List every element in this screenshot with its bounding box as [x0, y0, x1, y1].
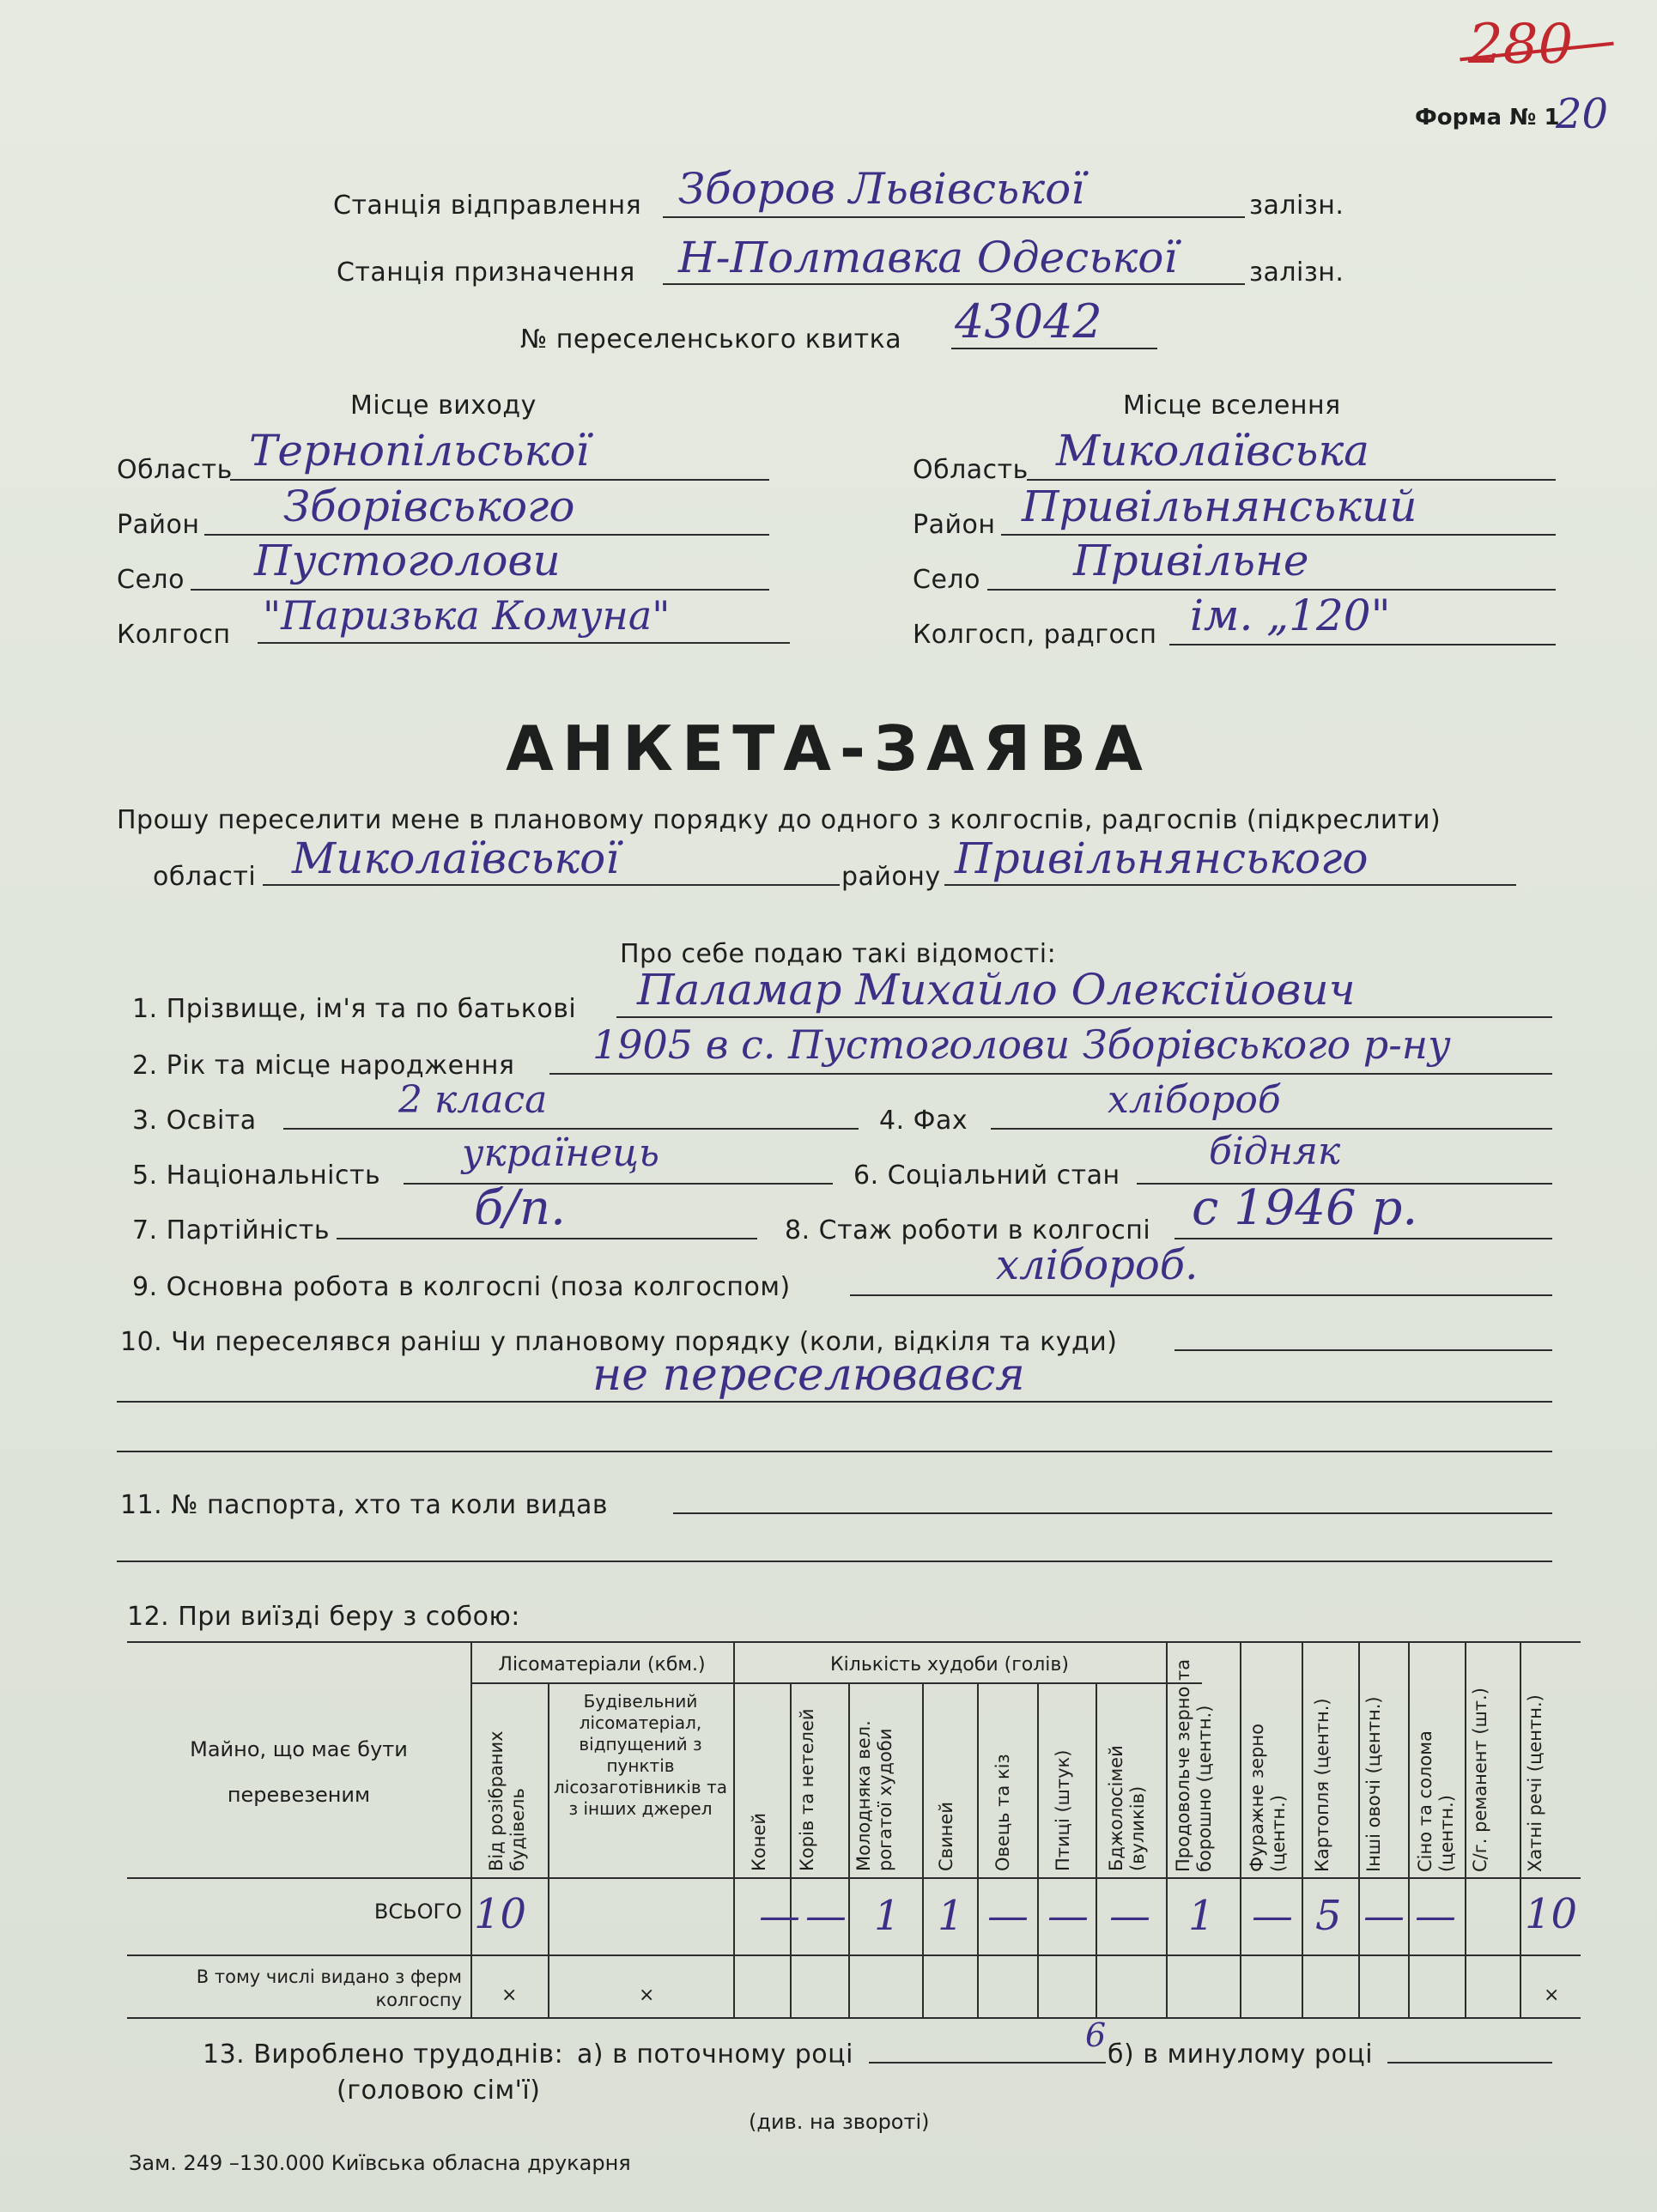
field-3-value: 2 класа [398, 1078, 548, 1122]
col-young-cattle: Молодняка вел. рогатої худоби [853, 1720, 896, 1871]
destination-kolhosp-line [1169, 644, 1556, 645]
origin-selo-line [191, 589, 769, 591]
table-top [127, 1641, 1581, 1643]
destination-heading: Місце вселення [1123, 391, 1341, 421]
field-3-label: 3. Освіта [132, 1106, 257, 1136]
field-7-value: б/п. [474, 1180, 566, 1236]
col-horses: Коней [749, 1812, 769, 1871]
field-12-label: 12. При виїзді беру з собою: [127, 1602, 520, 1632]
farm-timber-dismantled-cross: × [501, 1985, 518, 2006]
request-oblast-label: області [153, 862, 257, 892]
farm-row-label: В тому числі видано з ферм колгоспу [196, 1967, 462, 2011]
destination-raion-label: Район [913, 510, 996, 540]
total-row-label: ВСЬОГО [373, 1900, 462, 1924]
col-potatoes: Картопля (центн.) [1312, 1698, 1332, 1872]
col-line [922, 1682, 924, 2017]
col-line [1358, 1641, 1360, 2017]
departure-label: Станція відправлення [333, 191, 642, 221]
origin-kolhosp-line [258, 642, 790, 644]
field-2-value: 1905 в с. Пустоголови Зборівського р-ну [592, 1021, 1451, 1068]
field-5-label: 5. Національність [132, 1161, 381, 1191]
field-7-line [337, 1238, 757, 1239]
total-cows: — [805, 1892, 847, 1940]
info-heading: Про себе подаю такі відомості: [620, 939, 1057, 969]
destination-selo-value: Привільне [1073, 536, 1309, 585]
destination-oblast-value: Миколаївська [1056, 426, 1369, 476]
ticket-value: 43042 [955, 294, 1102, 348]
col-line [1096, 1682, 1097, 2017]
origin-oblast-label: Область [117, 455, 233, 485]
field-10-line-1 [1174, 1349, 1552, 1351]
origin-oblast-value: Тернопільської [249, 426, 590, 476]
field-11-label: 11. № паспорта, хто та коли видав [120, 1490, 609, 1520]
request-raion-value: Привільнянського [955, 833, 1369, 883]
field-4-label: 4. Фах [879, 1106, 968, 1136]
request-raion-label: району [841, 862, 941, 892]
field-1-value: Паламар Михайло Олексійович [637, 965, 1356, 1015]
field-8-label: 8. Стаж роботи в колгоспі [785, 1215, 1151, 1245]
destination-oblast-label: Область [913, 455, 1029, 485]
workdays-previous-label: б) в минулому році [1108, 2039, 1374, 2070]
col-feed-grain: Фуражне зерно (центн.) [1247, 1724, 1290, 1872]
property-label: Майно, що має бути перевезеним [190, 1737, 408, 1807]
col-sheep-goats: Овець та кіз [992, 1754, 1013, 1871]
table-row1-bottom [127, 1954, 1581, 1956]
total-young-cattle: 1 [874, 1892, 901, 1940]
origin-raion-label: Район [117, 510, 200, 540]
field-2-line [549, 1073, 1552, 1075]
col-line [1302, 1641, 1303, 2017]
total-sheep-goats: — [987, 1892, 1029, 1940]
origin-oblast-line [230, 479, 769, 481]
workdays-current-line [869, 2062, 1106, 2064]
origin-kolhosp-value: "Паризька Комуна" [263, 592, 671, 639]
field-4-value: хлібороб [1108, 1078, 1281, 1122]
field-8-line [1174, 1238, 1552, 1239]
col-pigs: Свиней [936, 1802, 956, 1871]
field-5-value: українець [462, 1131, 659, 1175]
request-oblast-value: Миколаївської [292, 833, 620, 883]
livestock-group-label: Кількість худоби (голів) [830, 1654, 1069, 1676]
farm-timber-issued-cross: × [639, 1985, 655, 2006]
col-line [548, 1682, 549, 2017]
total-feed-grain: — [1252, 1892, 1293, 1940]
col-line [1240, 1641, 1241, 2017]
destination-station-label: Станція призначення [337, 258, 635, 288]
col-cows: Корів та нетелей [797, 1708, 817, 1871]
field-10-value: не переселювався [592, 1349, 1025, 1401]
field-10-line-2 [117, 1401, 1552, 1403]
timber-group-label: Лісоматеріали (кбм.) [498, 1654, 706, 1676]
print-info: Зам. 249 –130.000 Київська обласна друкарня [129, 2151, 631, 2175]
col-line [790, 1682, 792, 2017]
col-timber-dismantled: Від розібраних будівель [486, 1730, 529, 1871]
field-9-label: 9. Основна робота в колгоспі (поза колгоспом) [132, 1272, 791, 1302]
destination-station-value: Н-Полтавка Одеської [678, 233, 1178, 282]
origin-raion-value: Зборівського [283, 482, 575, 531]
request-oblast-line [263, 884, 840, 886]
departure-value: Зборов Львівської [678, 164, 1085, 214]
col-bee-colonies: Бджолосімей (вуликів) [1106, 1745, 1149, 1871]
workdays-label: 13. Вироблено трудоднів: [203, 2039, 564, 2070]
field-1-label: 1. Прізвище, ім'я та по батькові [132, 994, 577, 1024]
col-line [1408, 1641, 1410, 2017]
field-3-line [283, 1128, 859, 1130]
total-other-vegetables: — [1363, 1892, 1405, 1940]
departure-line [663, 216, 1245, 218]
departure-suffix: залізн. [1249, 191, 1344, 221]
destination-kolhosp-value: ім. „120" [1190, 591, 1391, 640]
col-line [977, 1682, 979, 2017]
table-header-bottom [127, 1877, 1581, 1879]
total-household-items: 10 [1525, 1890, 1578, 1938]
field-2-label: 2. Рік та місце народження [132, 1051, 515, 1081]
col-other-vegetables: Інші овочі (центн.) [1363, 1696, 1384, 1872]
origin-kolhosp-label: Колгосп [117, 620, 231, 650]
field-7-label: 7. Партійність [132, 1215, 331, 1245]
field-11-line-2 [117, 1561, 1552, 1562]
field-10-line-3 [117, 1451, 1552, 1452]
destination-kolhosp-label: Колгосп, радгосп [913, 620, 1157, 650]
form-title: АНКЕТА-ЗАЯВА [506, 712, 1151, 785]
col-line [1465, 1641, 1466, 2017]
form-number-label: Форма № 1 [1415, 105, 1560, 130]
field-5-line [404, 1183, 833, 1185]
origin-heading: Місце виходу [350, 391, 537, 421]
field-9-value: хлібороб. [996, 1241, 1199, 1289]
origin-selo-label: Село [117, 565, 185, 595]
workdays-current-mark: 6 [1085, 2016, 1107, 2054]
destination-selo-label: Село [913, 565, 980, 595]
workdays-current-label: а) в поточному році [577, 2039, 853, 2070]
col-hay-straw: Сіно та солома (центн.) [1415, 1730, 1458, 1872]
col-poultry: Птиці (штук) [1053, 1749, 1073, 1871]
workdays-previous-line [1387, 2062, 1552, 2064]
field-8-value: с 1946 р. [1192, 1180, 1418, 1236]
col-timber-issued: Будівельний лісоматеріал, відпущений з пунктів лісозаготівників та з інших джерел [554, 1691, 727, 1819]
total-poultry: — [1047, 1892, 1089, 1940]
col-line [1037, 1682, 1039, 2017]
col-farm-equipment: С/г. реманент (шт.) [1470, 1688, 1490, 1872]
ticket-label: № переселенського квитка [520, 324, 902, 355]
col-line [470, 1641, 472, 2017]
origin-selo-value: Пустоголови [254, 536, 561, 585]
col-household-items: Хатні речі (центн.) [1525, 1694, 1545, 1872]
field-6-value: бідняк [1209, 1130, 1341, 1173]
field-6-label: 6. Соціальний стан [853, 1161, 1120, 1191]
field-9-line [850, 1294, 1552, 1296]
request-text: Прошу переселити мене в плановому порядку до одного з колгоспів, радгоспів (підкреслити) [117, 805, 1442, 835]
total-hay-straw: — [1415, 1892, 1456, 1940]
destination-station-line [663, 283, 1245, 285]
destination-raion-value: Привільнянський [1022, 482, 1417, 531]
total-food-grain: 1 [1188, 1892, 1215, 1940]
field-11-line-1 [673, 1512, 1552, 1514]
workdays-sub-label: (головою сім'ї) [337, 2076, 541, 2106]
see-reverse-note: (див. на звороті) [749, 2110, 930, 2134]
form-number-handwritten: 20 [1556, 90, 1609, 138]
table-group-line [470, 1682, 1202, 1684]
field-10-label: 10. Чи переселявся раніш у плановому порядку (коли, відкіля та куди) [120, 1327, 1118, 1357]
total-potatoes: 5 [1315, 1892, 1342, 1940]
col-food-grain: Продовольче зерно та борошно (центн.) [1173, 1658, 1216, 1872]
total-bees: — [1109, 1892, 1150, 1940]
field-1-line [616, 1016, 1552, 1018]
total-horses: — [759, 1892, 800, 1940]
table-bottom [127, 2017, 1581, 2019]
property-table [127, 1641, 1581, 2019]
destination-station-suffix: залізн. [1249, 258, 1344, 288]
col-line [1520, 1641, 1521, 2017]
col-line [733, 1641, 735, 2017]
col-line [848, 1682, 850, 2017]
destination-oblast-line [1027, 479, 1556, 481]
archive-number: 280 [1468, 13, 1574, 76]
col-line [1166, 1641, 1168, 2017]
farm-household-cross: × [1544, 1985, 1560, 2006]
total-timber-dismantled: 10 [474, 1890, 527, 1938]
request-raion-line [944, 884, 1516, 886]
total-pigs: 1 [938, 1892, 964, 1940]
